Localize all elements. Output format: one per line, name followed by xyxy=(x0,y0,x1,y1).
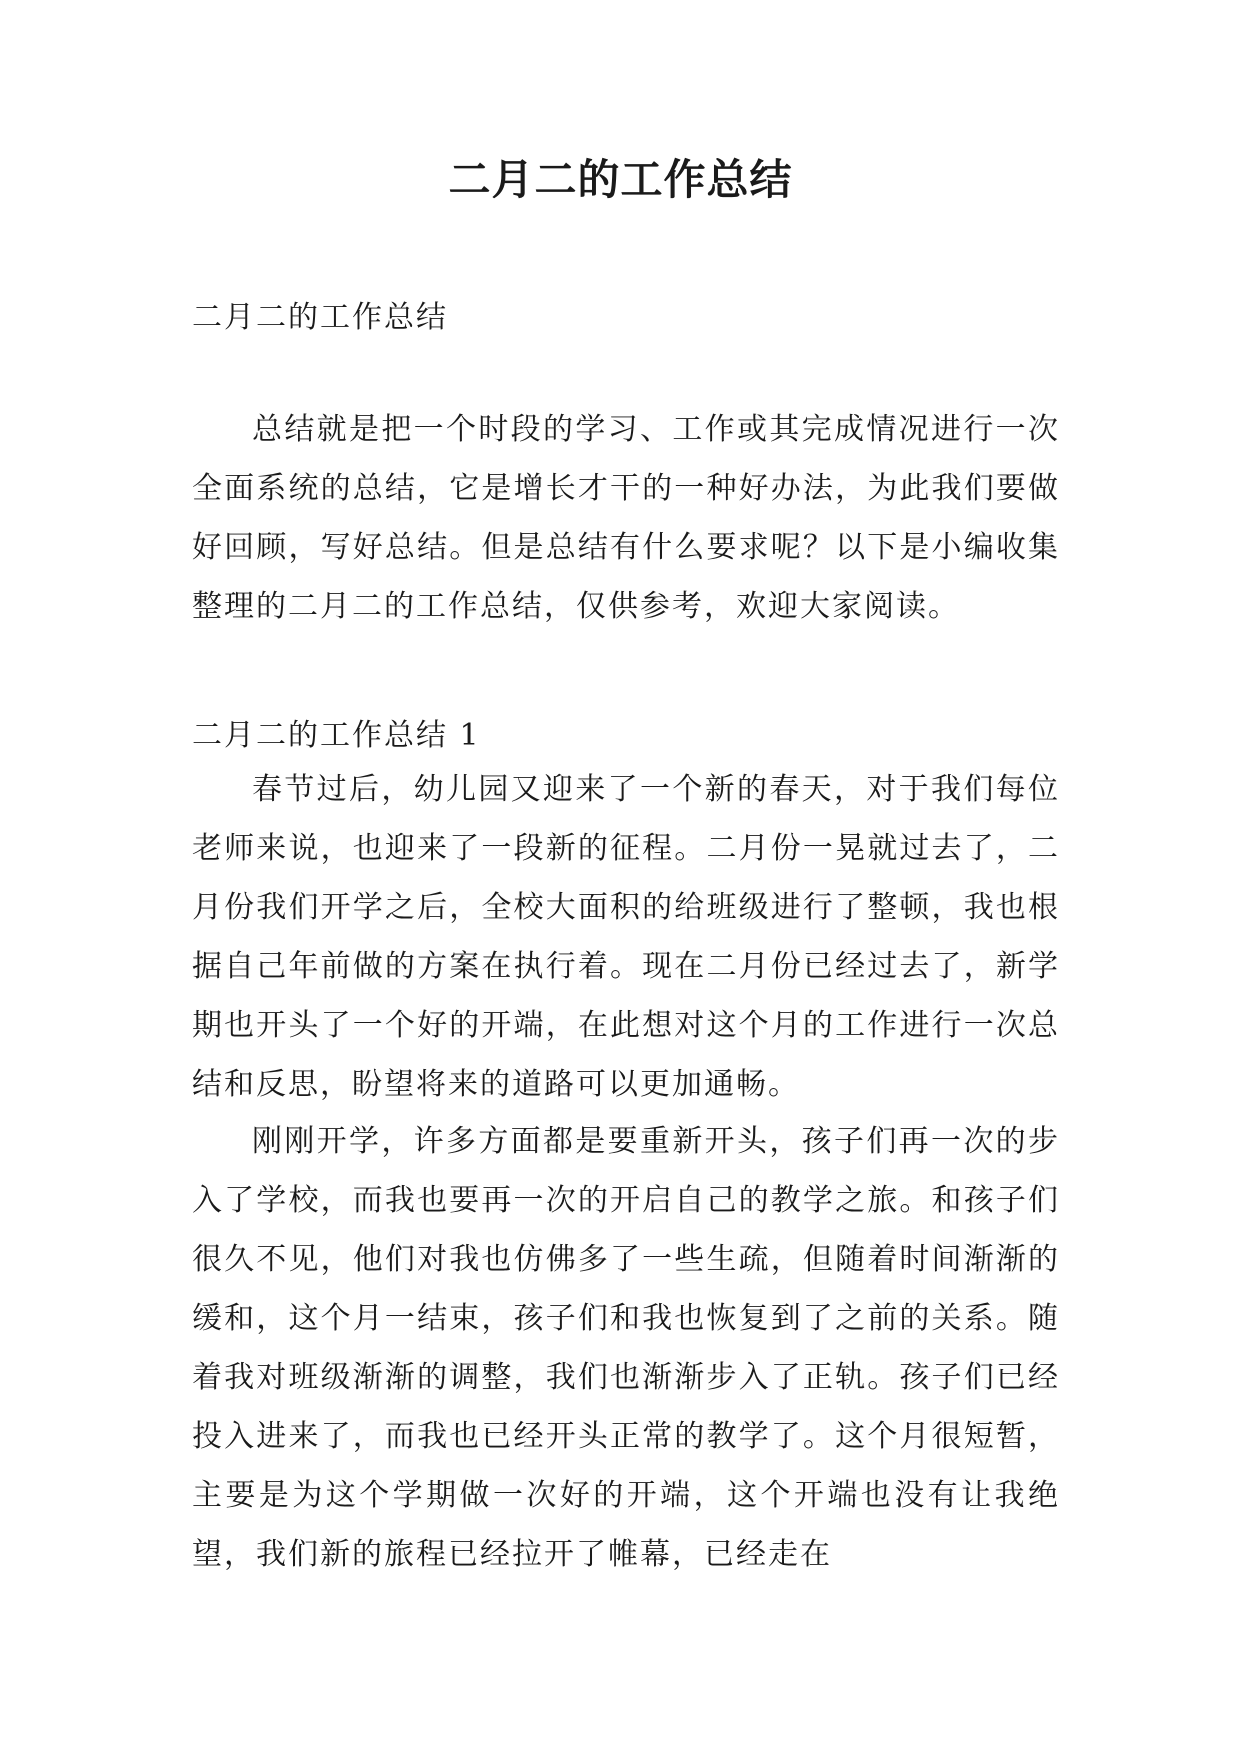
section-paragraph: 刚刚开学，许多方面都是要重新开头，孩子们再一次的步入了学校，而我也要再一次的开启自己的教学之旅。和孩子们很久不见，他们对我也仿佛多了一些生疏，但随着时间渐渐的缓和，这个月一结束，孩子们和我也恢复到了之前的关系。随着我对班级渐渐的调整，我们也渐渐步入了正轨。孩子们已经投入进来了，而我也已经开头正常的教学了。这个月很短暂，主要是为这个学期做一次好的开端，这个开端也没有让我绝望，我们新的旅程已经拉开了帷幕，已经走在 xyxy=(192,1124,1060,1572)
intro-paragraph: 总结就是把一个时段的学习、工作或其完成情况进行一次全面系统的总结，它是增长才干的一种好办法，为此我们要做好回顾，写好总结。但是总结有什么要求呢？以下是小编收集整理的二月二的工作总结，仅供参考，欢迎大家阅读。 xyxy=(192,412,1060,624)
document-title: 二月二的工作总结 xyxy=(448,155,793,204)
section-paragraph: 春节过后，幼儿园又迎来了一个新的春天，对于我们每位老师来说，也迎来了一段新的征程。二月份一晃就过去了，二月份我们开学之后，全校大面积的给班级进行了整顿，我也根据自己年前做的方案在执行着。现在二月份已经过去了，新学期也开头了一个好的开端，在此想对这个月的工作进行一次总结和反思，盼望将来的道路可以更加通畅。 xyxy=(192,772,1060,1102)
section-heading: 二月二的工作总结 1 xyxy=(192,718,481,753)
document-subtitle: 二月二的工作总结 xyxy=(192,300,448,335)
